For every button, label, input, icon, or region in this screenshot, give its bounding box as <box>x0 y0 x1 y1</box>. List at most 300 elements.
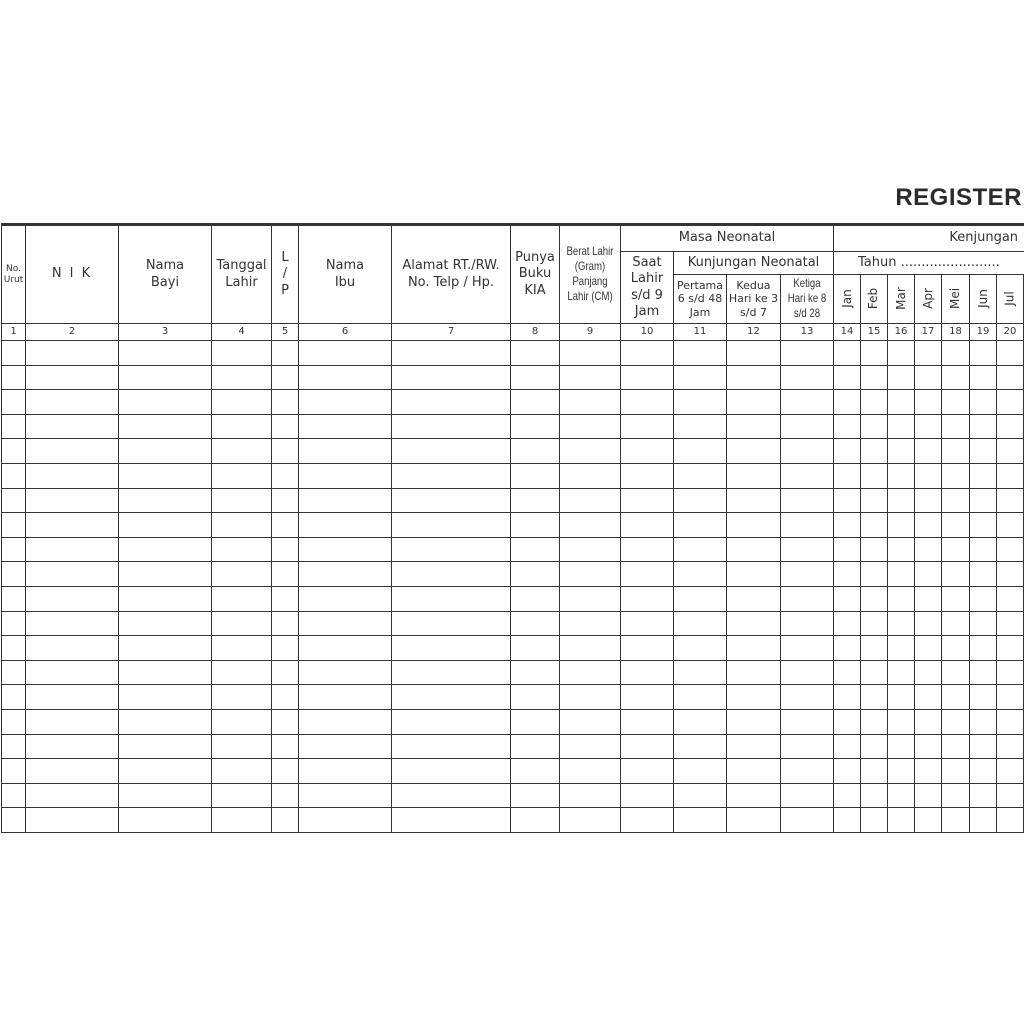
entry-cell[interactable] <box>727 488 781 513</box>
entry-cell[interactable] <box>2 685 26 710</box>
entry-cell[interactable] <box>621 611 674 636</box>
entry-cell[interactable] <box>2 808 26 833</box>
entry-cell[interactable] <box>560 808 621 833</box>
entry-cell[interactable] <box>299 759 392 784</box>
entry-cell[interactable] <box>511 660 560 685</box>
entry-cell[interactable] <box>621 341 674 366</box>
entry-cell[interactable] <box>834 390 861 415</box>
entry-cell[interactable] <box>997 537 1024 562</box>
entry-cell[interactable] <box>997 341 1024 366</box>
entry-cell[interactable] <box>26 488 119 513</box>
entry-cell[interactable] <box>942 390 970 415</box>
entry-cell[interactable] <box>834 414 861 439</box>
entry-cell[interactable] <box>942 636 970 661</box>
entry-cell[interactable] <box>511 365 560 390</box>
entry-cell[interactable] <box>727 685 781 710</box>
entry-cell[interactable] <box>119 365 212 390</box>
entry-cell[interactable] <box>212 611 272 636</box>
entry-cell[interactable] <box>2 439 26 464</box>
entry-cell[interactable] <box>888 783 915 808</box>
entry-cell[interactable] <box>392 390 511 415</box>
entry-cell[interactable] <box>392 365 511 390</box>
entry-cell[interactable] <box>26 439 119 464</box>
entry-cell[interactable] <box>560 759 621 784</box>
entry-cell[interactable] <box>942 685 970 710</box>
entry-cell[interactable] <box>861 660 888 685</box>
entry-cell[interactable] <box>392 439 511 464</box>
entry-cell[interactable] <box>560 488 621 513</box>
entry-cell[interactable] <box>781 365 834 390</box>
entry-cell[interactable] <box>299 414 392 439</box>
entry-cell[interactable] <box>299 709 392 734</box>
entry-cell[interactable] <box>970 709 997 734</box>
entry-cell[interactable] <box>299 660 392 685</box>
entry-cell[interactable] <box>119 586 212 611</box>
entry-cell[interactable] <box>119 685 212 710</box>
entry-cell[interactable] <box>621 562 674 587</box>
entry-cell[interactable] <box>834 537 861 562</box>
entry-cell[interactable] <box>119 611 212 636</box>
entry-cell[interactable] <box>26 611 119 636</box>
entry-cell[interactable] <box>861 390 888 415</box>
entry-cell[interactable] <box>888 636 915 661</box>
entry-cell[interactable] <box>727 537 781 562</box>
entry-cell[interactable] <box>861 414 888 439</box>
entry-cell[interactable] <box>888 759 915 784</box>
entry-cell[interactable] <box>621 439 674 464</box>
entry-cell[interactable] <box>2 414 26 439</box>
entry-cell[interactable] <box>119 562 212 587</box>
entry-cell[interactable] <box>970 636 997 661</box>
entry-cell[interactable] <box>997 636 1024 661</box>
entry-cell[interactable] <box>272 537 299 562</box>
entry-cell[interactable] <box>888 341 915 366</box>
entry-cell[interactable] <box>119 734 212 759</box>
entry-cell[interactable] <box>997 513 1024 538</box>
entry-cell[interactable] <box>942 734 970 759</box>
entry-cell[interactable] <box>888 463 915 488</box>
entry-cell[interactable] <box>392 808 511 833</box>
entry-cell[interactable] <box>272 414 299 439</box>
entry-cell[interactable] <box>560 414 621 439</box>
entry-cell[interactable] <box>119 759 212 784</box>
entry-cell[interactable] <box>212 414 272 439</box>
entry-cell[interactable] <box>26 636 119 661</box>
entry-cell[interactable] <box>511 685 560 710</box>
entry-cell[interactable] <box>511 488 560 513</box>
entry-cell[interactable] <box>997 808 1024 833</box>
entry-cell[interactable] <box>970 513 997 538</box>
entry-cell[interactable] <box>727 611 781 636</box>
entry-cell[interactable] <box>997 685 1024 710</box>
entry-cell[interactable] <box>560 513 621 538</box>
entry-cell[interactable] <box>511 414 560 439</box>
entry-cell[interactable] <box>834 759 861 784</box>
entry-cell[interactable] <box>888 586 915 611</box>
entry-cell[interactable] <box>970 660 997 685</box>
entry-cell[interactable] <box>997 660 1024 685</box>
entry-cell[interactable] <box>997 365 1024 390</box>
entry-cell[interactable] <box>299 365 392 390</box>
entry-cell[interactable] <box>861 341 888 366</box>
entry-cell[interactable] <box>888 660 915 685</box>
entry-cell[interactable] <box>621 537 674 562</box>
entry-cell[interactable] <box>511 734 560 759</box>
entry-cell[interactable] <box>970 463 997 488</box>
entry-cell[interactable] <box>212 734 272 759</box>
entry-cell[interactable] <box>781 414 834 439</box>
entry-cell[interactable] <box>26 463 119 488</box>
entry-cell[interactable] <box>674 463 727 488</box>
entry-cell[interactable] <box>119 636 212 661</box>
entry-cell[interactable] <box>915 414 942 439</box>
entry-cell[interactable] <box>781 734 834 759</box>
entry-cell[interactable] <box>915 365 942 390</box>
entry-cell[interactable] <box>119 341 212 366</box>
entry-cell[interactable] <box>674 439 727 464</box>
entry-cell[interactable] <box>834 709 861 734</box>
entry-cell[interactable] <box>861 513 888 538</box>
entry-cell[interactable] <box>621 488 674 513</box>
entry-cell[interactable] <box>970 439 997 464</box>
entry-cell[interactable] <box>674 709 727 734</box>
entry-cell[interactable] <box>560 341 621 366</box>
entry-cell[interactable] <box>781 685 834 710</box>
entry-cell[interactable] <box>915 734 942 759</box>
entry-cell[interactable] <box>970 390 997 415</box>
entry-cell[interactable] <box>621 365 674 390</box>
entry-cell[interactable] <box>727 636 781 661</box>
entry-cell[interactable] <box>727 390 781 415</box>
entry-cell[interactable] <box>970 611 997 636</box>
entry-cell[interactable] <box>942 537 970 562</box>
entry-cell[interactable] <box>674 660 727 685</box>
entry-cell[interactable] <box>727 586 781 611</box>
entry-cell[interactable] <box>299 513 392 538</box>
entry-cell[interactable] <box>2 537 26 562</box>
entry-cell[interactable] <box>727 513 781 538</box>
entry-cell[interactable] <box>621 390 674 415</box>
entry-cell[interactable] <box>727 709 781 734</box>
entry-cell[interactable] <box>861 783 888 808</box>
entry-cell[interactable] <box>781 636 834 661</box>
entry-cell[interactable] <box>560 709 621 734</box>
entry-cell[interactable] <box>26 783 119 808</box>
entry-cell[interactable] <box>621 414 674 439</box>
entry-cell[interactable] <box>511 709 560 734</box>
entry-cell[interactable] <box>392 537 511 562</box>
entry-cell[interactable] <box>299 341 392 366</box>
entry-cell[interactable] <box>942 439 970 464</box>
entry-cell[interactable] <box>212 537 272 562</box>
entry-cell[interactable] <box>834 660 861 685</box>
entry-cell[interactable] <box>915 341 942 366</box>
entry-cell[interactable] <box>621 463 674 488</box>
entry-cell[interactable] <box>2 562 26 587</box>
entry-cell[interactable] <box>119 463 212 488</box>
entry-cell[interactable] <box>970 808 997 833</box>
entry-cell[interactable] <box>781 463 834 488</box>
entry-cell[interactable] <box>272 488 299 513</box>
entry-cell[interactable] <box>621 685 674 710</box>
entry-cell[interactable] <box>861 439 888 464</box>
entry-cell[interactable] <box>781 709 834 734</box>
entry-cell[interactable] <box>511 439 560 464</box>
entry-cell[interactable] <box>970 414 997 439</box>
entry-cell[interactable] <box>834 513 861 538</box>
entry-cell[interactable] <box>727 808 781 833</box>
entry-cell[interactable] <box>392 341 511 366</box>
entry-cell[interactable] <box>834 562 861 587</box>
entry-cell[interactable] <box>272 636 299 661</box>
entry-cell[interactable] <box>727 365 781 390</box>
entry-cell[interactable] <box>212 709 272 734</box>
entry-cell[interactable] <box>915 513 942 538</box>
entry-cell[interactable] <box>212 636 272 661</box>
entry-cell[interactable] <box>834 783 861 808</box>
entry-cell[interactable] <box>299 611 392 636</box>
entry-cell[interactable] <box>299 783 392 808</box>
entry-cell[interactable] <box>861 709 888 734</box>
entry-cell[interactable] <box>970 734 997 759</box>
entry-cell[interactable] <box>861 562 888 587</box>
entry-cell[interactable] <box>834 636 861 661</box>
entry-cell[interactable] <box>299 537 392 562</box>
entry-cell[interactable] <box>212 439 272 464</box>
entry-cell[interactable] <box>727 734 781 759</box>
entry-cell[interactable] <box>560 685 621 710</box>
entry-cell[interactable] <box>392 759 511 784</box>
entry-cell[interactable] <box>834 341 861 366</box>
entry-cell[interactable] <box>781 513 834 538</box>
entry-cell[interactable] <box>26 513 119 538</box>
entry-cell[interactable] <box>915 808 942 833</box>
entry-cell[interactable] <box>621 709 674 734</box>
entry-cell[interactable] <box>119 709 212 734</box>
entry-cell[interactable] <box>621 513 674 538</box>
entry-cell[interactable] <box>212 808 272 833</box>
entry-cell[interactable] <box>781 341 834 366</box>
entry-cell[interactable] <box>392 709 511 734</box>
entry-cell[interactable] <box>212 586 272 611</box>
entry-cell[interactable] <box>781 759 834 784</box>
entry-cell[interactable] <box>272 709 299 734</box>
entry-cell[interactable] <box>560 636 621 661</box>
entry-cell[interactable] <box>560 734 621 759</box>
entry-cell[interactable] <box>834 463 861 488</box>
entry-cell[interactable] <box>119 390 212 415</box>
entry-cell[interactable] <box>888 808 915 833</box>
entry-cell[interactable] <box>212 463 272 488</box>
entry-cell[interactable] <box>888 488 915 513</box>
entry-cell[interactable] <box>511 537 560 562</box>
entry-cell[interactable] <box>942 341 970 366</box>
entry-cell[interactable] <box>727 562 781 587</box>
entry-cell[interactable] <box>392 586 511 611</box>
entry-cell[interactable] <box>915 660 942 685</box>
entry-cell[interactable] <box>674 808 727 833</box>
entry-cell[interactable] <box>560 365 621 390</box>
entry-cell[interactable] <box>272 439 299 464</box>
entry-cell[interactable] <box>674 759 727 784</box>
entry-cell[interactable] <box>674 685 727 710</box>
entry-cell[interactable] <box>997 463 1024 488</box>
entry-cell[interactable] <box>299 734 392 759</box>
entry-cell[interactable] <box>888 537 915 562</box>
entry-cell[interactable] <box>915 586 942 611</box>
entry-cell[interactable] <box>272 759 299 784</box>
entry-cell[interactable] <box>560 611 621 636</box>
entry-cell[interactable] <box>511 759 560 784</box>
entry-cell[interactable] <box>942 463 970 488</box>
entry-cell[interactable] <box>915 390 942 415</box>
entry-cell[interactable] <box>674 562 727 587</box>
entry-cell[interactable] <box>26 759 119 784</box>
entry-cell[interactable] <box>861 365 888 390</box>
entry-cell[interactable] <box>392 463 511 488</box>
entry-cell[interactable] <box>511 463 560 488</box>
entry-cell[interactable] <box>781 488 834 513</box>
entry-cell[interactable] <box>861 734 888 759</box>
entry-cell[interactable] <box>119 513 212 538</box>
entry-cell[interactable] <box>834 586 861 611</box>
entry-cell[interactable] <box>781 562 834 587</box>
entry-cell[interactable] <box>299 685 392 710</box>
entry-cell[interactable] <box>2 759 26 784</box>
entry-cell[interactable] <box>942 365 970 390</box>
entry-cell[interactable] <box>861 463 888 488</box>
entry-cell[interactable] <box>781 783 834 808</box>
entry-cell[interactable] <box>888 562 915 587</box>
entry-cell[interactable] <box>272 734 299 759</box>
entry-cell[interactable] <box>392 562 511 587</box>
entry-cell[interactable] <box>392 488 511 513</box>
entry-cell[interactable] <box>915 537 942 562</box>
entry-cell[interactable] <box>997 611 1024 636</box>
entry-cell[interactable] <box>2 365 26 390</box>
entry-cell[interactable] <box>888 611 915 636</box>
entry-cell[interactable] <box>212 660 272 685</box>
entry-cell[interactable] <box>560 463 621 488</box>
entry-cell[interactable] <box>915 439 942 464</box>
entry-cell[interactable] <box>212 365 272 390</box>
entry-cell[interactable] <box>212 783 272 808</box>
entry-cell[interactable] <box>942 414 970 439</box>
entry-cell[interactable] <box>834 439 861 464</box>
entry-cell[interactable] <box>888 365 915 390</box>
entry-cell[interactable] <box>674 341 727 366</box>
entry-cell[interactable] <box>997 390 1024 415</box>
entry-cell[interactable] <box>674 513 727 538</box>
entry-cell[interactable] <box>119 537 212 562</box>
entry-cell[interactable] <box>997 783 1024 808</box>
entry-cell[interactable] <box>272 463 299 488</box>
entry-cell[interactable] <box>621 586 674 611</box>
entry-cell[interactable] <box>119 783 212 808</box>
entry-cell[interactable] <box>942 586 970 611</box>
entry-cell[interactable] <box>272 341 299 366</box>
entry-cell[interactable] <box>915 685 942 710</box>
entry-cell[interactable] <box>272 513 299 538</box>
entry-cell[interactable] <box>2 636 26 661</box>
entry-cell[interactable] <box>26 365 119 390</box>
entry-cell[interactable] <box>942 562 970 587</box>
entry-cell[interactable] <box>861 636 888 661</box>
entry-cell[interactable] <box>26 734 119 759</box>
entry-cell[interactable] <box>942 709 970 734</box>
entry-cell[interactable] <box>727 341 781 366</box>
entry-cell[interactable] <box>888 709 915 734</box>
entry-cell[interactable] <box>212 562 272 587</box>
entry-cell[interactable] <box>2 463 26 488</box>
entry-cell[interactable] <box>272 685 299 710</box>
entry-cell[interactable] <box>997 562 1024 587</box>
entry-cell[interactable] <box>26 537 119 562</box>
entry-cell[interactable] <box>834 808 861 833</box>
entry-cell[interactable] <box>511 513 560 538</box>
entry-cell[interactable] <box>2 783 26 808</box>
entry-cell[interactable] <box>2 734 26 759</box>
entry-cell[interactable] <box>781 611 834 636</box>
entry-cell[interactable] <box>26 562 119 587</box>
entry-cell[interactable] <box>942 611 970 636</box>
entry-cell[interactable] <box>560 562 621 587</box>
entry-cell[interactable] <box>727 439 781 464</box>
entry-cell[interactable] <box>674 611 727 636</box>
entry-cell[interactable] <box>299 586 392 611</box>
entry-cell[interactable] <box>26 414 119 439</box>
entry-cell[interactable] <box>560 439 621 464</box>
entry-cell[interactable] <box>997 586 1024 611</box>
entry-cell[interactable] <box>26 660 119 685</box>
entry-cell[interactable] <box>970 341 997 366</box>
entry-cell[interactable] <box>834 365 861 390</box>
entry-cell[interactable] <box>861 685 888 710</box>
entry-cell[interactable] <box>997 759 1024 784</box>
entry-cell[interactable] <box>997 414 1024 439</box>
entry-cell[interactable] <box>26 808 119 833</box>
entry-cell[interactable] <box>674 586 727 611</box>
entry-cell[interactable] <box>674 734 727 759</box>
entry-cell[interactable] <box>212 488 272 513</box>
entry-cell[interactable] <box>781 660 834 685</box>
entry-cell[interactable] <box>781 808 834 833</box>
entry-cell[interactable] <box>2 341 26 366</box>
entry-cell[interactable] <box>392 685 511 710</box>
entry-cell[interactable] <box>272 660 299 685</box>
entry-cell[interactable] <box>861 808 888 833</box>
entry-cell[interactable] <box>2 660 26 685</box>
entry-cell[interactable] <box>915 759 942 784</box>
entry-cell[interactable] <box>272 611 299 636</box>
entry-cell[interactable] <box>861 586 888 611</box>
entry-cell[interactable] <box>212 341 272 366</box>
entry-cell[interactable] <box>26 709 119 734</box>
entry-cell[interactable] <box>942 488 970 513</box>
entry-cell[interactable] <box>511 611 560 636</box>
entry-cell[interactable] <box>781 586 834 611</box>
entry-cell[interactable] <box>2 611 26 636</box>
entry-cell[interactable] <box>915 709 942 734</box>
entry-cell[interactable] <box>915 611 942 636</box>
entry-cell[interactable] <box>272 562 299 587</box>
entry-cell[interactable] <box>299 463 392 488</box>
entry-cell[interactable] <box>997 439 1024 464</box>
entry-cell[interactable] <box>560 783 621 808</box>
entry-cell[interactable] <box>511 783 560 808</box>
entry-cell[interactable] <box>621 734 674 759</box>
entry-cell[interactable] <box>861 759 888 784</box>
